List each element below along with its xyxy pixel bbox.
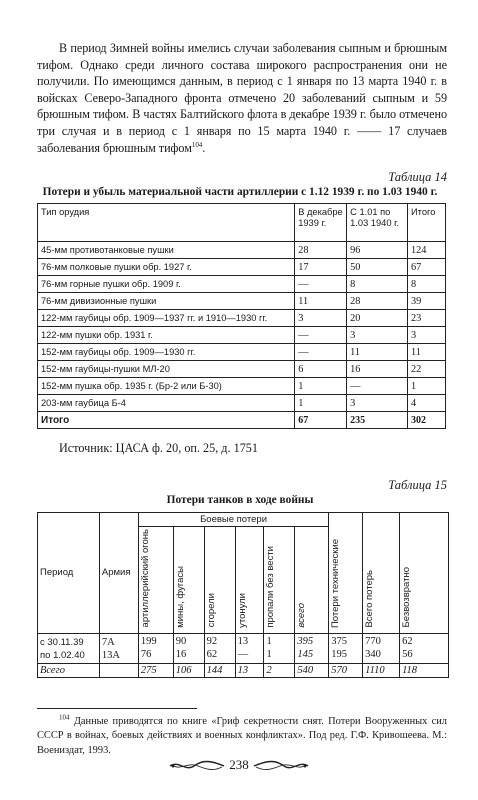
total-label: Всего [38, 663, 100, 677]
table14-row [38, 310, 446, 327]
col-header-army: Армия [99, 513, 138, 633]
total-cell: 570 [329, 663, 363, 677]
table14-row [38, 361, 446, 378]
jan-mar-cell: 3 [347, 327, 408, 344]
col-header-period: Период [38, 513, 100, 633]
jan-mar-cell: 3 [347, 395, 408, 412]
december-cell: 3 [295, 310, 347, 327]
col-header-artillery: артиллерийский огонь [138, 527, 173, 633]
page-body [37, 40, 447, 758]
col-header-drowned: утонули [235, 527, 264, 633]
table14-number: Таблица 14 [388, 170, 447, 185]
weapon-type-cell: 76-мм дивизионные пушки [38, 293, 295, 310]
total-cell: 67 [295, 412, 347, 429]
value-cell: 770 340 [363, 633, 400, 663]
footnote [37, 715, 447, 759]
value-cell: 375 195 [329, 633, 363, 663]
december-cell: — [295, 327, 347, 344]
table15-total-row [38, 663, 449, 677]
value-cell: 1 1 [264, 633, 295, 663]
total-cell: 275 [138, 663, 173, 677]
jan-mar-cell: 50 [347, 259, 408, 276]
table14-row [38, 242, 446, 259]
value-cell: 199 76 [138, 633, 173, 663]
table15-body [38, 633, 449, 677]
table14-header-row [38, 204, 446, 242]
december-cell: — [295, 344, 347, 361]
jan-mar-cell: 96 [347, 242, 408, 259]
total-cell: 118 [400, 663, 449, 677]
artillery-loss-table [37, 203, 446, 429]
period-cell [38, 633, 100, 663]
tank-loss-table [37, 512, 449, 677]
col-header-mines: мины, фугасы [173, 527, 204, 633]
footnote-ref: 104 [191, 140, 203, 149]
table14-row [38, 395, 446, 412]
total-cell: 235 [347, 412, 408, 429]
december-cell: 11 [295, 293, 347, 310]
col-header-total: Итого [408, 204, 446, 242]
table14-row [38, 327, 446, 344]
total-cell: 302 [408, 412, 446, 429]
row-total-cell: 67 [408, 259, 446, 276]
weapon-type-cell: 203-мм гаубица Б-4 [38, 395, 295, 412]
total-cell: 106 [173, 663, 204, 677]
jan-mar-cell: 28 [347, 293, 408, 310]
page-footer [0, 757, 478, 773]
table15-data-row [38, 633, 449, 663]
army-cell: 7А 13А [99, 633, 138, 663]
jan-mar-cell: 16 [347, 361, 408, 378]
table15-title: Потери танков в ходе войны [166, 494, 314, 507]
weapon-type-cell: 76-мм горные пушки обр. 1909 г. [38, 276, 295, 293]
footnote-divider [37, 708, 197, 709]
total-cell: 144 [204, 663, 235, 677]
table14-body [38, 242, 446, 429]
jan-mar-cell: 11 [347, 344, 408, 361]
row-total-cell: 22 [408, 361, 446, 378]
table14-row [38, 344, 446, 361]
value-cell: 90 16 [173, 633, 204, 663]
weapon-type-cell: 122-мм гаубицы обр. 1909—1937 гг. и 1910—1930 гг. [38, 310, 295, 327]
weapon-type-cell: 76-мм полковые пушки обр. 1927 г. [38, 259, 295, 276]
row-total-cell: 124 [408, 242, 446, 259]
col-header-missing: пропали без вести [264, 527, 295, 633]
total-cell: 1110 [363, 663, 400, 677]
col-header-type: Тип орудия [38, 204, 295, 242]
source-note: Источник: ЦАСА ф. 20, оп. 25, д. 1751 [59, 441, 258, 456]
row-total-cell: 8 [408, 276, 446, 293]
december-cell: 28 [295, 242, 347, 259]
row-total-cell: 23 [408, 310, 446, 327]
december-cell: 6 [295, 361, 347, 378]
total-label: Итого [38, 412, 295, 429]
footnote-number: 104 [59, 713, 70, 722]
row-total-cell: 1 [408, 378, 446, 395]
col-header-combat-losses: Боевые потери [138, 513, 328, 527]
table15-number: Таблица 15 [388, 478, 447, 493]
period-start: с 30.11.39 [40, 636, 84, 648]
row-total-cell: 4 [408, 395, 446, 412]
weapon-type-cell: 122-мм пушки обр. 1931 г. [38, 327, 295, 344]
table14-row [38, 259, 446, 276]
body-paragraph: В период Зимней войны имелись случаи заболевания сыпным и брюшным тифом. Однако среди личного состава широкого распространения они не получили. По имеющимся данным, в период с 1 января по 13 марта 1940 г. в войсках Северо-Западного фронта отмечено 20 заболеваний сыпным и 59 брюшным тифом. В частях Балтийского флота в декабре 1939 г. было отмечено три случая и в период с 1 января по 15 марта 1940 г. —— 17 случаев заболевания брюшным тифом$^{104}$. [37, 41, 447, 155]
total-army-cell [99, 663, 138, 677]
period-end: по 1.02.40 [40, 649, 85, 661]
table14-title: Потери и убыль материальной части артиллерии с 1.12 1939 г. по 1.03 1940 г. [42, 186, 438, 199]
total-cell: 13 [235, 663, 264, 677]
table14-row [38, 378, 446, 395]
weapon-type-cell: 152-мм гаубицы-пушки МЛ-20 [38, 361, 295, 378]
footnote-text: Данные приводятся по книге «Гриф секретности снят. Потери Вооруженных сил СССР в войнах, боевых действиях и военных конфликтах». Под ред. Г.Ф. Кривошеева. М.: Воениздат, 1993. [37, 715, 447, 756]
row-total-cell: 11 [408, 344, 446, 361]
december-cell: 1 [295, 395, 347, 412]
col-header-technical: Потери технические [329, 513, 363, 633]
value-cell: 13 — [235, 633, 264, 663]
row-total-cell: 3 [408, 327, 446, 344]
col-header-all-losses: Всего потерь [363, 513, 400, 633]
jan-mar-cell: 8 [347, 276, 408, 293]
row-total-cell: 39 [408, 293, 446, 310]
jan-mar-cell: — [347, 378, 408, 395]
page-number: 238 [229, 757, 249, 772]
left-ornament-icon [168, 760, 226, 772]
col-header-jan-mar: С 1.01 по 1.03 1940 г. [347, 204, 408, 242]
total-cell: 2 [264, 663, 295, 677]
table15-header-row-1 [38, 513, 449, 527]
december-cell: 17 [295, 259, 347, 276]
table14-total-row [38, 412, 446, 429]
value-cell: 62 56 [400, 633, 449, 663]
table14-row [38, 276, 446, 293]
col-header-december: В декабре 1939 г. [295, 204, 347, 242]
right-ornament-icon [252, 760, 310, 772]
col-header-irrecoverable: Безвозвратно [400, 513, 449, 633]
weapon-type-cell: 45-мм противотанковые пушки [38, 242, 295, 259]
value-cell: 395 145 [295, 633, 329, 663]
december-cell: 1 [295, 378, 347, 395]
paragraph-text: В период Зимней войны имелись случаи заболевания сыпным и брюшным тифом. Однако среди личного состава широкого распространения они не получили. По имеющимся данным, в период с 1 января по 13 марта 1940 г. в войсках Северо-Западного фронта отмечено 20 заболеваний сыпным и 59 брюшным тифом. В частях Балтийского флота в декабре 1939 г. было отмечено три случая и в период с 1 января по 15 марта 1940 г. —— 17 случаев заболевания брюшным тифом [37, 41, 447, 155]
col-header-burned: сгорели [204, 527, 235, 633]
weapon-type-cell: 152-мм пушка обр. 1935 г. (Бр-2 или Б-30) [38, 378, 295, 395]
jan-mar-cell: 20 [347, 310, 408, 327]
table14-row [38, 293, 446, 310]
december-cell: — [295, 276, 347, 293]
weapon-type-cell: 152-мм гаубицы обр. 1909—1930 гг. [38, 344, 295, 361]
total-cell: 540 [295, 663, 329, 677]
value-cell: 92 62 [204, 633, 235, 663]
col-header-combat-total: всего [295, 527, 329, 633]
